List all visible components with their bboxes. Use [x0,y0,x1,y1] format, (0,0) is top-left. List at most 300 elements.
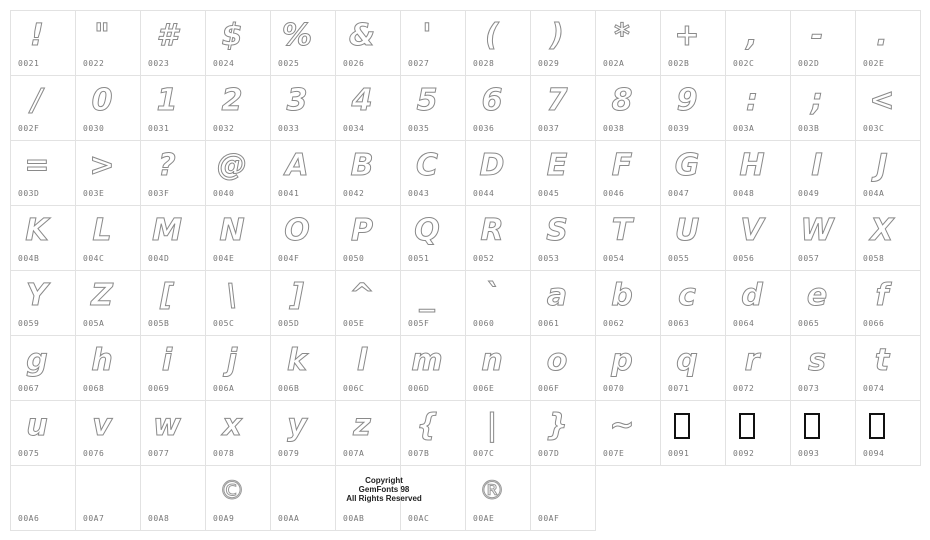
glyph-cell[interactable] [335,335,401,401]
glyph-code: 0037 [538,124,560,133]
glyph-preview: c [678,278,696,313]
glyph-cell[interactable] [465,400,531,466]
glyph-preview: L [92,213,112,248]
glyph-preview: - [810,18,824,53]
glyph-code: 0050 [343,254,365,263]
glyph-cell[interactable] [75,400,141,466]
glyph-cell[interactable] [530,335,596,401]
glyph-cell[interactable] [75,270,141,336]
glyph-preview: 2 [221,83,243,118]
glyph-preview: ® [479,476,505,506]
glyph-cell[interactable] [10,400,76,466]
glyph-preview: O [284,213,310,248]
glyph-cell[interactable] [595,205,661,271]
glyph-code: 00A6 [18,514,40,523]
glyph-code: 00AC [408,514,430,523]
glyph-cell[interactable] [140,270,206,336]
glyph-code: 003B [798,124,820,133]
glyph-preview: ; [811,83,823,118]
glyph-preview: ( [485,18,499,53]
glyph-cell[interactable] [465,270,531,336]
glyph-code: 003F [148,189,170,198]
glyph-cell[interactable] [10,75,76,141]
glyph-cell[interactable] [725,400,791,466]
glyph-cell[interactable] [10,10,76,76]
glyph-cell[interactable] [530,75,596,141]
glyph-code: 0032 [213,124,235,133]
glyph-code: 0026 [343,59,365,68]
glyph-cell[interactable] [205,75,271,141]
glyph-cell[interactable] [270,140,336,206]
glyph-preview: ] [290,278,304,313]
glyph-cell[interactable] [205,140,271,206]
glyph-cell[interactable] [140,140,206,206]
glyph-preview: y [287,408,307,443]
glyph-code: 0036 [473,124,495,133]
copyright-line: All Rights Reserved [346,494,422,503]
glyph-cell[interactable] [725,205,791,271]
glyph-code: 0091 [668,449,690,458]
glyph-preview: j [226,343,238,378]
glyph-preview: ^ [349,278,375,313]
glyph-code: 005A [83,319,105,328]
glyph-cell[interactable] [595,400,661,466]
glyph-cell[interactable] [660,400,726,466]
glyph-code: 007C [473,449,495,458]
glyph-preview: ! [30,18,44,53]
glyph-preview: _ [419,278,435,313]
glyph-preview: t [874,343,890,378]
glyph-preview: v [92,408,112,443]
glyph-cell[interactable] [660,205,726,271]
glyph-preview [537,470,577,512]
glyph-preview: g [26,343,48,378]
glyph-code: 0021 [18,59,40,68]
copyright-line: GemFonts 98 [358,485,410,494]
glyph-preview: + [674,18,700,53]
glyph-preview [82,470,122,512]
glyph-code: 0023 [148,59,170,68]
glyph-cell[interactable] [75,140,141,206]
glyph-cell[interactable] [270,270,336,336]
glyph-preview: F [611,148,633,183]
glyph-preview: b [611,278,633,313]
glyph-preview: 4 [351,83,373,118]
glyph-cell[interactable] [725,270,791,336]
glyph-cell[interactable] [660,335,726,401]
glyph-preview: & [348,18,376,53]
glyph-cell[interactable] [725,140,791,206]
glyph-cell[interactable] [270,75,336,141]
glyph-cell[interactable] [725,335,791,401]
glyph-code: 0069 [148,384,170,393]
character-map-grid [10,10,920,530]
glyph-preview: Z [91,278,113,313]
glyph-code: 004E [213,254,235,263]
glyph-code: 003D [18,189,40,198]
glyph-cell[interactable] [335,10,401,76]
glyph-code: 0075 [18,449,40,458]
glyph-code: 0051 [408,254,430,263]
glyph-cell[interactable] [530,465,596,531]
glyph-code: 003C [863,124,885,133]
glyph-cell[interactable] [465,140,531,206]
glyph-preview: T [611,213,633,248]
glyph-cell[interactable] [855,270,921,336]
glyph-code: 0077 [148,449,170,458]
glyph-code: 0068 [83,384,105,393]
glyph-code: 006E [473,384,495,393]
glyph-code: 0074 [863,384,885,393]
glyph-code: 005C [213,319,235,328]
glyph-preview: $ [221,18,243,53]
glyph-code: 0038 [603,124,625,133]
glyph-code: 0049 [798,189,820,198]
glyph-preview: k [287,343,307,378]
glyph-cell[interactable] [335,270,401,336]
glyph-code: 00AE [473,514,495,523]
glyph-code: 0067 [18,384,40,393]
glyph-cell[interactable] [855,335,921,401]
glyph-cell[interactable] [855,400,921,466]
glyph-preview: H [739,148,765,183]
glyph-preview: I [811,148,823,183]
glyph-code: 0094 [863,449,885,458]
glyph-cell[interactable] [270,205,336,271]
glyph-cell[interactable] [75,205,141,271]
glyph-preview: , [746,18,758,53]
glyph-code: 0029 [538,59,560,68]
glyph-preview: ' [422,18,432,53]
glyph-cell[interactable] [660,75,726,141]
glyph-cell[interactable] [855,140,921,206]
glyph-code: 0027 [408,59,430,68]
glyph-preview: 5 [416,83,438,118]
glyph-cell[interactable] [790,140,856,206]
glyph-code: 002C [733,59,755,68]
glyph-preview: = [24,148,50,183]
glyph-cell[interactable] [790,75,856,141]
glyph-code: 0092 [733,449,755,458]
glyph-cell[interactable] [205,205,271,271]
glyph-code: 006B [278,384,300,393]
glyph-cell[interactable] [595,75,661,141]
glyph-preview: 7 [546,83,568,118]
glyph-code: 0044 [473,189,495,198]
glyph-code: 0033 [278,124,300,133]
glyph-cell[interactable] [400,400,466,466]
glyph-code: 0046 [603,189,625,198]
glyph-code: 006D [408,384,430,393]
glyph-code: 0048 [733,189,755,198]
glyph-preview: x [222,408,242,443]
glyph-preview: B [350,148,374,183]
glyph-cell[interactable] [10,335,76,401]
glyph-cell[interactable] [400,205,466,271]
glyph-preview: K [25,213,49,248]
glyph-preview: u [26,408,48,443]
glyph-code: 0042 [343,189,365,198]
glyph-cell[interactable] [140,335,206,401]
glyph-preview: z [353,408,371,443]
glyph-code: 004A [863,189,885,198]
glyph-cell[interactable] [400,10,466,76]
glyph-preview: * [614,18,630,53]
glyph-code: 00AF [538,514,560,523]
glyph-preview: J [876,148,888,183]
glyph-code: 003A [733,124,755,133]
glyph-code: 0022 [83,59,105,68]
glyph-code: 002D [798,59,820,68]
glyph-code: 0039 [668,124,690,133]
glyph-code: 0061 [538,319,560,328]
glyph-cell[interactable] [270,10,336,76]
glyph-cell[interactable] [790,10,856,76]
glyph-preview: M [152,213,182,248]
glyph-preview: ) [550,18,564,53]
glyph-preview: 1 [156,83,178,118]
copyright-notice [336,476,432,503]
glyph-code: 0066 [863,319,885,328]
glyph-code: 004D [148,254,170,263]
glyph-cell[interactable] [465,335,531,401]
glyph-cell[interactable] [140,400,206,466]
glyph-preview: U [674,213,700,248]
glyph-code: 004B [18,254,40,263]
glyph-code: 007D [538,449,560,458]
glyph-preview: e [806,278,828,313]
glyph-preview: s [808,343,826,378]
glyph-code: 005F [408,319,430,328]
glyph-preview: a [546,278,568,313]
glyph-cell[interactable] [595,10,661,76]
glyph-code: 0076 [83,449,105,458]
glyph-preview: o [546,343,568,378]
glyph-code: 0078 [213,449,235,458]
glyph-cell[interactable] [790,400,856,466]
glyph-code: 0071 [668,384,690,393]
glyph-code: 0093 [798,449,820,458]
glyph-cell[interactable] [855,205,921,271]
missing-glyph-box-icon [804,413,820,439]
glyph-preview: : [746,83,758,118]
glyph-cell[interactable] [335,75,401,141]
glyph-cell[interactable] [465,465,531,531]
glyph-cell[interactable] [10,205,76,271]
glyph-code: 0031 [148,124,170,133]
glyph-code: 0079 [278,449,300,458]
glyph-preview: n [481,343,503,378]
glyph-preview: < [869,83,895,118]
glyph-code: 0072 [733,384,755,393]
glyph-cell[interactable] [595,335,661,401]
glyph-cell[interactable] [595,140,661,206]
glyph-code: 0025 [278,59,300,68]
glyph-preview: ~ [609,408,635,443]
glyph-cell[interactable] [270,400,336,466]
glyph-preview: ` [484,278,500,313]
glyph-preview: h [91,343,113,378]
glyph-cell[interactable] [140,10,206,76]
glyph-preview: { [416,408,438,443]
glyph-code: 0053 [538,254,560,263]
glyph-preview: d [741,278,763,313]
glyph-preview: \ [226,278,238,313]
missing-glyph-box-icon [739,413,755,439]
glyph-preview: > [89,148,115,183]
glyph-preview: 8 [611,83,633,118]
glyph-preview: q [676,343,698,378]
glyph-preview: r [744,343,760,378]
glyph-code: 0040 [213,189,235,198]
glyph-cell[interactable] [140,465,206,531]
glyph-cell[interactable] [75,10,141,76]
glyph-cell[interactable] [205,465,271,531]
glyph-cell[interactable] [75,335,141,401]
glyph-code: 0041 [278,189,300,198]
glyph-cell[interactable] [205,335,271,401]
glyph-code: 00A8 [148,514,170,523]
glyph-code: 0035 [408,124,430,133]
glyph-cell[interactable] [790,335,856,401]
glyph-cell[interactable] [855,10,921,76]
glyph-preview: 6 [481,83,503,118]
glyph-preview: # [156,18,178,53]
glyph-code: 00AB [343,514,365,523]
glyph-preview: V [740,213,764,248]
glyph-cell[interactable] [530,270,596,336]
glyph-cell[interactable] [140,75,206,141]
glyph-cell[interactable] [400,335,466,401]
glyph-cell[interactable] [400,140,466,206]
glyph-cell[interactable] [725,75,791,141]
glyph-cell[interactable] [530,140,596,206]
glyph-cell[interactable] [335,140,401,206]
missing-glyph-box-icon [869,413,885,439]
glyph-preview: P [351,213,373,248]
glyph-code: 003E [83,189,105,198]
glyph-cell[interactable] [530,205,596,271]
glyph-code: 007B [408,449,430,458]
glyph-code: 0034 [343,124,365,133]
glyph-preview: 9 [676,83,698,118]
glyph-code: 007E [603,449,625,458]
glyph-cell[interactable] [530,10,596,76]
glyph-code: 0030 [83,124,105,133]
glyph-cell[interactable] [205,270,271,336]
glyph-code: 002F [18,124,40,133]
glyph-preview: } [546,408,568,443]
glyph-code: 002A [603,59,625,68]
glyph-preview: D [479,148,505,183]
glyph-cell[interactable] [140,205,206,271]
glyph-cell[interactable] [335,400,401,466]
glyph-preview: 0 [91,83,113,118]
glyph-code: 0062 [603,319,625,328]
glyph-code: 0043 [408,189,430,198]
glyph-cell[interactable] [10,465,76,531]
glyph-cell[interactable] [465,75,531,141]
glyph-preview: Q [414,213,440,248]
glyph-code: 0073 [798,384,820,393]
glyph-preview: i [161,343,173,378]
glyph-preview: . [876,18,888,53]
missing-glyph-box-icon [674,413,690,439]
glyph-code: 0047 [668,189,690,198]
glyph-code: 007A [343,449,365,458]
glyph-preview: Y [26,278,48,313]
glyph-cell[interactable] [75,75,141,141]
glyph-cell[interactable] [660,270,726,336]
glyph-code: 004F [278,254,300,263]
glyph-cell[interactable] [400,270,466,336]
glyph-code: 0059 [18,319,40,328]
glyph-code: 0054 [603,254,625,263]
glyph-cell[interactable] [530,400,596,466]
glyph-preview: / [31,83,43,118]
glyph-cell[interactable] [465,205,531,271]
glyph-preview [17,470,57,512]
glyph-code: 0064 [733,319,755,328]
glyph-cell[interactable] [75,465,141,531]
glyph-cell[interactable] [335,205,401,271]
glyph-preview: f [875,278,889,313]
glyph-preview: 3 [286,83,308,118]
glyph-preview: [ [160,278,174,313]
glyph-cell[interactable] [725,10,791,76]
glyph-code: 0058 [863,254,885,263]
glyph-code: 00A7 [83,514,105,523]
glyph-preview: w [153,408,181,443]
glyph-cell[interactable] [270,465,336,531]
glyph-code: 006C [343,384,365,393]
glyph-preview: % [281,18,313,53]
glyph-code: 00A9 [213,514,235,523]
glyph-cell[interactable] [465,10,531,76]
glyph-preview: ? [158,148,176,183]
glyph-cell[interactable] [10,270,76,336]
glyph-preview: G [674,148,700,183]
glyph-cell[interactable] [790,205,856,271]
glyph-code: 0052 [473,254,495,263]
glyph-preview: W [800,213,834,248]
glyph-cell[interactable] [595,270,661,336]
copyright-line: Copyright [365,476,403,485]
glyph-preview: p [611,343,633,378]
glyph-cell[interactable] [660,10,726,76]
glyph-cell[interactable] [205,400,271,466]
glyph-preview: @ [217,148,247,183]
glyph-cell[interactable] [270,335,336,401]
glyph-code: 0028 [473,59,495,68]
glyph-cell[interactable] [400,75,466,141]
glyph-code: 0065 [798,319,820,328]
glyph-code: 0060 [473,319,495,328]
glyph-preview: S [546,213,568,248]
glyph-preview: m [411,343,443,378]
glyph-cell[interactable] [855,75,921,141]
glyph-cell[interactable] [790,270,856,336]
glyph-cell[interactable] [660,140,726,206]
glyph-cell[interactable] [205,10,271,76]
glyph-cell[interactable] [10,140,76,206]
glyph-code: 0056 [733,254,755,263]
glyph-preview: C [415,148,439,183]
glyph-code: 002B [668,59,690,68]
glyph-code: 0055 [668,254,690,263]
glyph-preview: E [546,148,568,183]
glyph-code: 005E [343,319,365,328]
